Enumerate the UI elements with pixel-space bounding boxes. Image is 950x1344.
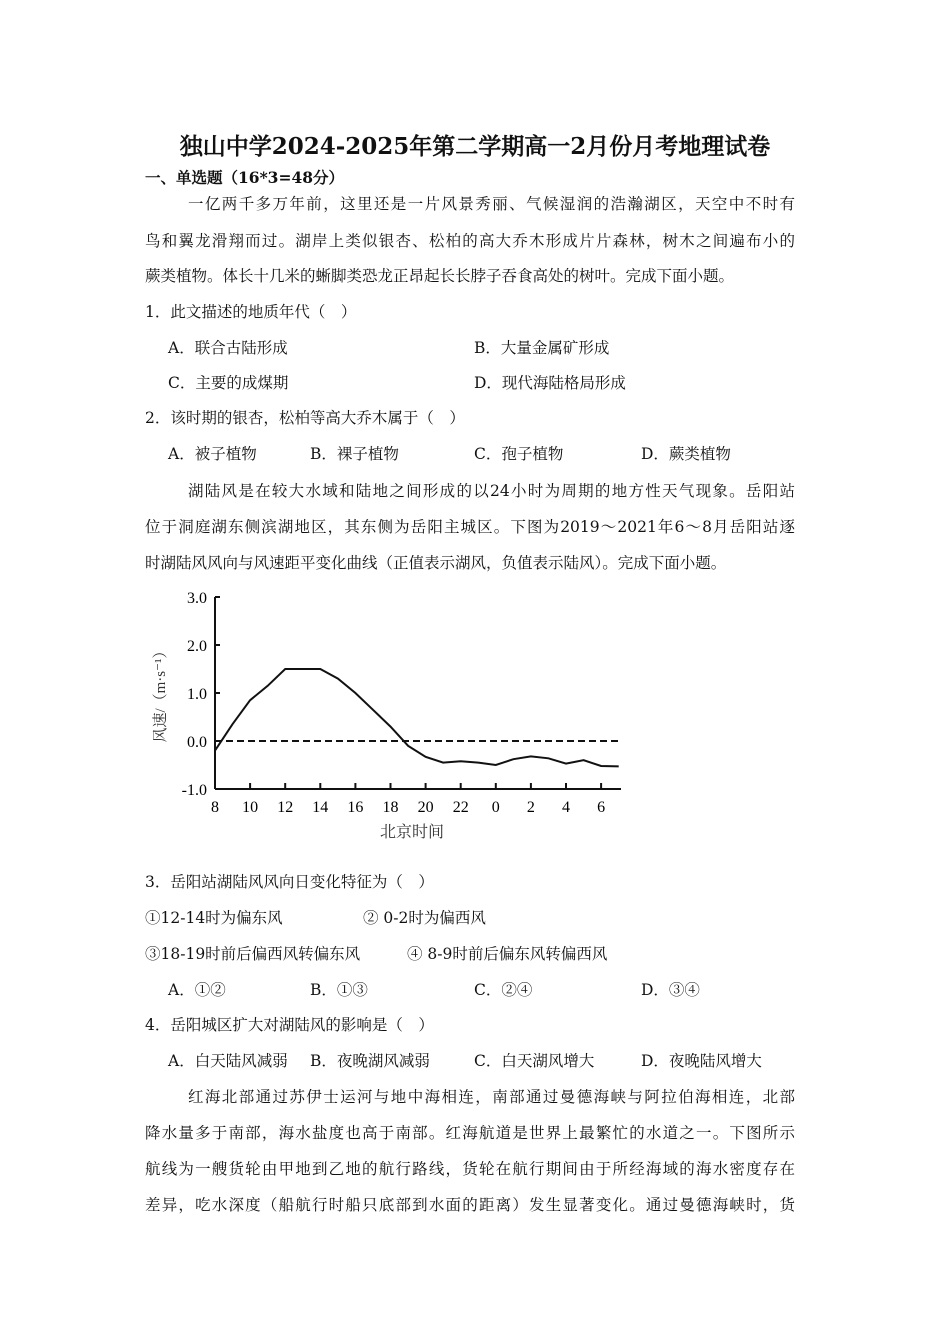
x-tick-label: 6 <box>597 799 606 816</box>
q1-option-b[interactable]: B．大量金属矿形成 <box>474 339 610 357</box>
q3-statement-3: ③18-19时前后偏西风转偏东风 <box>145 945 361 963</box>
q3-option-c[interactable]: C．②④ <box>474 981 533 999</box>
question-3-stem: 3．岳阳站湖陆风风向日变化特征为（ ） <box>145 873 434 891</box>
q2-option-b[interactable]: B．裸子植物 <box>310 445 399 463</box>
y-tick-label: 2.0 <box>187 638 207 655</box>
passage-line: 蕨类植物。体长十几米的蜥脚类恐龙正昂起长长脖子吞食高处的树叶。完成下面小题。 <box>145 267 735 285</box>
y-tick-label: 0.0 <box>187 734 207 751</box>
passage-line: 航线为一艘货轮由甲地到乙地的航行路线，货轮在航行期间由于所经海域的海水密度存在 <box>145 1160 795 1178</box>
q3-statement-4: ④ 8-9时前后偏东风转偏西风 <box>407 945 608 963</box>
passage-line: 一亿两千多万年前，这里还是一片风景秀丽、气候湿润的浩瀚湖区，天空中不时有 <box>188 195 795 213</box>
x-tick-label: 8 <box>211 799 219 816</box>
q1-option-a[interactable]: A．联合古陆形成 <box>168 339 288 357</box>
q4-option-d[interactable]: D．夜晚陆风增大 <box>641 1052 762 1070</box>
y-tick-label: -1.0 <box>181 782 207 799</box>
section-heading: 一、单选题（16*3=48分） <box>145 168 345 187</box>
passage-line: 湖陆风是在较大水域和陆地之间形成的以24小时为周期的地方性天气现象。岳阳站 <box>188 482 795 500</box>
q2-option-c[interactable]: C．孢子植物 <box>474 445 564 463</box>
q3-option-d[interactable]: D．③④ <box>641 981 700 999</box>
x-tick-label: 22 <box>452 799 469 816</box>
q4-option-c[interactable]: C．白天湖风增大 <box>474 1052 595 1070</box>
passage-line: 红海北部通过苏伊士运河与地中海相连，南部通过曼德海峡与阿拉伯海相连，北部 <box>188 1088 795 1106</box>
q3-statement-2: ② 0-2时为偏西风 <box>363 909 486 927</box>
x-tick-label: 16 <box>347 799 364 816</box>
y-tick-label: 1.0 <box>187 686 207 703</box>
question-2-stem: 2．该时期的银杏，松柏等高大乔木属于（ ） <box>145 409 465 427</box>
x-tick-label: 2 <box>526 799 535 816</box>
passage-line: 差异，吃水深度（船航行时船只底部到水面的距离）发生显著变化。通过曼德海峡时，货 <box>145 1196 795 1214</box>
question-4-stem: 4．岳阳城区扩大对湖陆风的影响是（ ） <box>145 1016 434 1034</box>
q4-option-a[interactable]: A．白天陆风减弱 <box>168 1052 288 1070</box>
x-tick-label: 0 <box>491 799 500 816</box>
q2-option-d[interactable]: D．蕨类植物 <box>641 445 731 463</box>
q3-statement-1: ①12-14时为偏东风 <box>145 909 283 927</box>
q2-option-a[interactable]: A．被子植物 <box>168 445 257 463</box>
exam-title: 独山中学2024-2025年第二学期高一2月份月考地理试卷 <box>179 133 771 160</box>
x-axis-label: 北京时间 <box>379 824 445 841</box>
x-tick-label: 12 <box>277 799 294 816</box>
passage-line: 位于洞庭湖东侧滨湖地区，其东侧为岳阳主城区。下图为2019～2021年6～8月岳阳站逐 <box>145 518 795 536</box>
q3-option-b[interactable]: B．①③ <box>310 981 368 999</box>
wind-speed-line <box>215 669 619 766</box>
q4-option-b[interactable]: B．夜晚湖风减弱 <box>310 1052 430 1070</box>
y-tick-label: 3.0 <box>187 590 207 607</box>
x-tick-label: 20 <box>417 799 434 816</box>
x-tick-label: 4 <box>562 799 570 816</box>
wind-speed-chart <box>140 580 640 850</box>
x-tick-label: 10 <box>242 799 259 816</box>
passage-line: 降水量多于南部，海水盐度也高于南部。红海航道是世界上最繁忙的水道之一。下图所示 <box>145 1124 795 1142</box>
q1-option-d[interactable]: D．现代海陆格局形成 <box>474 374 626 392</box>
y-axis-label: 风速/（m·s⁻¹） <box>153 643 169 743</box>
passage-line: 鸟和翼龙滑翔而过。湖岸上类似银杏、松柏的高大乔木形成片片森林，树木之间遍布小的 <box>145 232 795 250</box>
x-tick-label: 14 <box>312 799 329 816</box>
passage-line: 时湖陆风风向与风速距平变化曲线（正值表示湖风，负值表示陆风）。完成下面小题。 <box>145 554 727 572</box>
q3-option-a[interactable]: A．①② <box>168 981 226 999</box>
question-1-stem: 1．此文描述的地质年代（ ） <box>145 303 357 321</box>
q1-option-c[interactable]: C．主要的成煤期 <box>168 374 289 392</box>
x-tick-label: 18 <box>382 799 399 816</box>
